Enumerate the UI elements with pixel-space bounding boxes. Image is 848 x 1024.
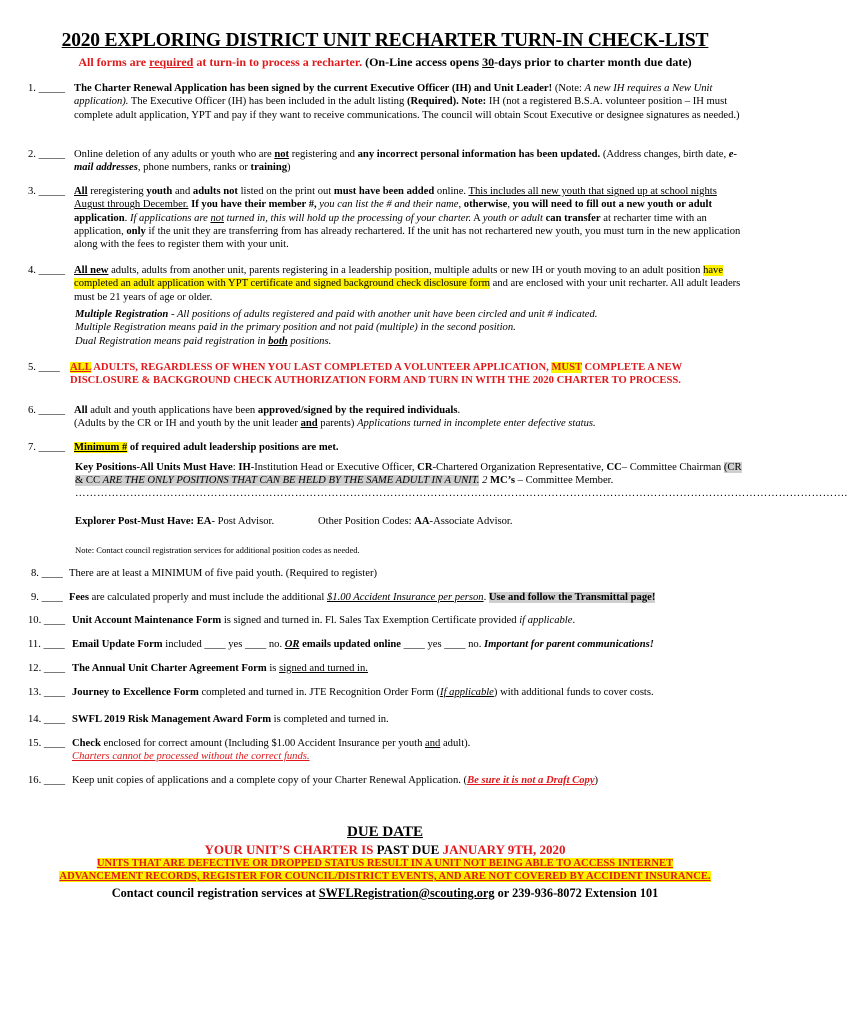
item-text: Check [72, 738, 101, 749]
key-positions [75, 461, 745, 488]
item-text: A new IH requires a New Unit application). [74, 83, 713, 108]
due-date-heading: DUE DATE [347, 824, 423, 840]
registration-notes [75, 308, 745, 348]
checklist-item-15 [28, 737, 744, 764]
note-text: - Post Advisor. [211, 516, 275, 527]
contact-email-link[interactable]: SWFLRegistration@scouting.org [318, 886, 495, 900]
item-text: and [172, 186, 193, 197]
item-text: must have been added [333, 186, 435, 197]
subtitle [0, 55, 770, 70]
item-text: any incorrect personal information has been updated. [357, 149, 601, 160]
item-text: included ____ yes ____ no. [162, 639, 285, 650]
item-text: All [74, 405, 88, 416]
subtitle-days: 30 [482, 55, 495, 69]
item-text: at recharter time with an application, [74, 212, 707, 237]
item-line [74, 417, 744, 430]
item-text: . [124, 212, 130, 224]
item-text: The Executive Officer (IH) has been included in the adult listing [128, 96, 407, 108]
item-number: 1. _____ [28, 83, 66, 94]
note-text: AA [414, 516, 430, 527]
contact-text: or 239-936-8072 Extension 101 [494, 886, 659, 900]
note-text: CC [606, 462, 622, 473]
item-text: is [266, 663, 280, 674]
item-text: can transfer [542, 212, 601, 224]
checklist-item-5 [28, 361, 744, 388]
note-label: Multiple Registration [75, 309, 169, 320]
item-text: . [483, 592, 489, 603]
item-text: e-mail addresses [74, 149, 738, 174]
note-text: MC’s [490, 475, 515, 487]
note-label: Explorer Post-Must Have: EA [75, 516, 212, 527]
item-number: 5. ____ [28, 362, 60, 373]
item-text: listed on the print out [237, 186, 334, 197]
item-number: 15. ____ [28, 738, 66, 749]
item-number: 16. ____ [28, 775, 66, 786]
checklist-item-2 [28, 148, 744, 175]
item-text: adult). [440, 738, 471, 749]
item-text: not [274, 149, 290, 160]
checklist-item-16 [28, 774, 744, 787]
item-text: otherwise [463, 199, 508, 211]
dual-registration-line [75, 335, 745, 348]
item-text: not [210, 212, 225, 224]
checklist-item-4 [28, 264, 744, 304]
item-text: turned in, this will hold up the processing of your charter. [224, 212, 472, 224]
item-text: Journey to Excellence Form [72, 687, 199, 698]
item-text: ) with additional funds to cover costs. [493, 687, 654, 698]
item-text: online. [434, 186, 469, 197]
subtitle-note: (On-Line access opens [362, 55, 483, 69]
other-codes [318, 515, 513, 528]
item-number: 4. _____ [28, 265, 66, 276]
item-text: Keep unit copies of applications and a complete copy of your Charter Renewal Application. ( [72, 775, 468, 786]
item-text: There are at least a MINIMUM of five paid youth. (Required to register) [69, 568, 377, 579]
item-text: of required adult leadership positions are met. [127, 442, 339, 453]
item-text: Important for parent communications! [484, 639, 654, 650]
note-text: IH [238, 462, 251, 473]
note-text: Other Position Codes: [318, 516, 415, 527]
item-line [72, 737, 744, 750]
checklist-item-13 [28, 686, 744, 699]
item-text: completed and turned in. JTE Recognition Order Form ( [198, 687, 441, 698]
highlighted-text: have completed an adult application with YPT certificate and signed background check disclosure form [74, 265, 724, 290]
highlighted-text: Use and follow the Transmittal page! [488, 592, 656, 603]
item-text: (Required). [406, 96, 459, 108]
item-text: is signed and turned in. Fl. Sales Tax Exemption Certificate provided [221, 615, 520, 626]
item-line: Charters cannot be processed without the correct funds. [72, 751, 310, 763]
due-text: YOUR UNIT’S CHARTER IS [204, 842, 377, 857]
item-number: 12. ____ [28, 663, 66, 674]
item-text: adult and youth applications have been [87, 405, 258, 416]
item-text: you can list the # and their name [316, 199, 459, 211]
item-text: not [220, 186, 238, 197]
checklist-item-9 [31, 591, 747, 604]
note-text: Dual Registration means paid registration in [75, 335, 269, 347]
note-text: -Associate Advisor. [429, 516, 513, 527]
highlighted-text: (CR & CC [75, 462, 742, 487]
item-text: you will need to fill out a new youth or adult application [74, 199, 712, 224]
item-text: ) [287, 162, 291, 174]
item-number: 14. ____ [28, 714, 66, 725]
item-text: ADULTS, REGARDLESS OF WHEN YOU LAST COMPLETED A VOLUNTEER APPLICATION, [91, 362, 552, 373]
item-text: $1.00 Accident Insurance per person [326, 592, 484, 603]
item-text: if the unit they are transferring from has already rechartered. If the unit has not rechartered new youth, you must turn in the new application along with the fees to register them with your unit. [74, 225, 741, 251]
note-text: : [232, 462, 239, 473]
warning-line-2 [0, 870, 770, 883]
charter-due-line [0, 842, 770, 858]
note-text: - All positions of adults registered and paid with another unit have been circled and unit # indicated. [168, 309, 598, 320]
note-text: CR [417, 462, 433, 473]
item-text: and [300, 418, 318, 430]
item-text: parents) [317, 418, 358, 430]
checklist-item-6 [28, 404, 744, 431]
checklist-item-10 [28, 614, 744, 627]
item-text: is completed and turned in. [271, 714, 389, 725]
item-text: All [74, 186, 88, 197]
item-text: If applications are [129, 212, 211, 224]
item-text: and are enclosed with your unit recharter. All adult leaders must be 21 years of age or older. [74, 278, 741, 303]
item-text: Unit Account Maintenance Form [72, 615, 222, 626]
highlighted-text: UNITS THAT ARE DEFECTIVE OR DROPPED STATUS RESULT IN A UNIT NOT BEING ABLE TO ACCESS INTERNET [96, 858, 674, 869]
item-text: enclosed for correct amount (Including $1.00 Accident Insurance per youth [100, 738, 426, 749]
page-title: 2020 EXPLORING DISTRICT UNIT RECHARTER TURN-IN CHECK-LIST [61, 30, 709, 51]
warning-block [0, 857, 770, 883]
item-text: reregistering [87, 186, 147, 197]
item-text: (Address changes, birth date, [600, 149, 729, 160]
due-text: JANUARY 9TH, 2020 [439, 842, 566, 857]
checklist-item-1 [28, 82, 744, 122]
checklist-item-14 [28, 713, 744, 726]
note-label: Key Positions-All Units Must Have [75, 462, 233, 473]
item-text: ____ yes ____ no. [401, 639, 484, 650]
item-text: if applicable [519, 615, 573, 626]
note-text: -Chartered Organization Representative, [432, 462, 607, 473]
item-text: . [572, 615, 576, 626]
multiple-registration-line-2: Multiple Registration means paid in the primary position and not paid (multiple) in the second position. [75, 322, 516, 334]
item-number: 3. _____ [28, 186, 66, 197]
item-text: The Charter Renewal Application has been signed by the current Executive Officer (IH) and Unit Leader! [74, 83, 553, 94]
warning-line-1 [0, 857, 770, 870]
item-text: emails updated online [299, 639, 402, 650]
contact-text: Contact council registration services at [111, 886, 319, 900]
item-text: registering and [289, 149, 358, 160]
item-text: adults, adults from another unit, parents registering in a leadership position, multiple adults or new IH or youth moving to an adult position [108, 265, 704, 276]
checklist-item-8 [31, 567, 747, 580]
item-text: All new [74, 265, 109, 276]
item-text: Be sure it is not a Draft Copy [467, 775, 595, 786]
item-text: Applications turned in incomplete enter defective status. [357, 418, 596, 430]
item-text: , [458, 199, 464, 211]
item-text: (Note: [552, 83, 585, 94]
item-text: signed and turned in. [279, 663, 368, 674]
item-number: 8. ____ [31, 568, 63, 579]
item-text: Email Update Form [72, 639, 163, 650]
item-text: This includes all new youth that signed up at school nights August through December. [74, 186, 717, 211]
subtitle-note: -days prior to charter month due date) [494, 55, 692, 69]
item-number: 6. _____ [28, 405, 66, 416]
item-text: Note: [458, 96, 487, 108]
item-text: approved/signed by the required individuals [257, 405, 458, 416]
highlighted-text: ARE THE ONLY POSITIONS THAT CAN BE HELD BY THE SAME ADULT IN A UNIT. [102, 475, 480, 487]
item-text: are calculated properly and must include the additional [89, 592, 327, 603]
item-line [74, 404, 744, 417]
due-text: PAST DUE [376, 842, 440, 857]
item-text: youth [146, 186, 173, 197]
item-number: 11. ____ [28, 639, 65, 650]
item-number: 10. ____ [28, 615, 66, 626]
item-text: A [471, 212, 483, 224]
item-number: 2. _____ [28, 149, 66, 160]
item-text: OR [284, 639, 300, 650]
highlighted-text: ALL [70, 362, 92, 373]
note-text: – Committee Member. [514, 475, 614, 487]
item-text: IH (not a registered B.S.A. volunteer position – IH must complete adult application, YPT and pay if they want to receive communications. The council will obtain Scout Executive or designee signatures as needed.) [74, 96, 740, 121]
item-text: training [250, 162, 288, 174]
highlighted-text: ADVANCEMENT RECORDS, REGISTER FOR COUNCIL/DISTRICT EVENTS, AND ARE NOT COVERED BY ACCIDENT INSURANCE. [59, 871, 711, 882]
position-codes-note: Note: Contact council registration services for additional position codes as needed. [75, 545, 360, 555]
explorer-post-line [75, 515, 745, 528]
item-text: youth or adult [482, 212, 543, 224]
contact-line [0, 886, 770, 901]
item-text: SWFL 2019 Risk Management Award Form [72, 714, 272, 725]
checklist-item-12 [28, 662, 744, 675]
item-number: 7. _____ [28, 442, 66, 453]
item-number: 9. ____ [31, 592, 63, 603]
highlighted-text: MUST [551, 362, 582, 373]
checklist-item-3 [28, 185, 744, 251]
item-text: (Adults by the CR or IH and youth by the unit leader [74, 418, 301, 430]
item-text: only [126, 225, 146, 237]
item-text: . [457, 405, 461, 416]
note-text: positions. [287, 335, 332, 347]
item-text: , [507, 199, 513, 211]
subtitle-required: required [149, 55, 194, 69]
checklist-item-11 [28, 638, 744, 651]
note-text: – Committee Chairman [621, 462, 724, 473]
item-text: and [425, 738, 441, 749]
subtitle-part: All forms are [78, 55, 150, 69]
dotted-separator: …………………………………………………………………………………………………………………………………………………………………………………………. [75, 488, 848, 499]
item-text: Fees [69, 592, 89, 603]
item-text: The Annual Unit Charter Agreement Form [72, 663, 267, 674]
item-text: COMPLETE A NEW DISCLOSURE & BACKGROUND CHECK AUTHORIZATION FORM AND TURN IN WITH THE 2020 CHARTER TO PROCESS. [70, 362, 683, 387]
item-text: If applicable [440, 687, 494, 698]
item-text: adults [192, 186, 221, 197]
note-text: both [268, 335, 288, 347]
item-text: , phone numbers, ranks or [137, 162, 251, 174]
subtitle-part: at turn-in to process a recharter. [193, 55, 363, 69]
note-text: 2 [479, 475, 491, 487]
item-text: Online deletion of any adults or youth who are [74, 149, 275, 160]
multiple-registration-line [75, 308, 745, 321]
item-text: ) [594, 775, 599, 786]
note-text: -Institution Head or Executive Officer, [250, 462, 418, 473]
checklist-item-7 [28, 441, 744, 454]
highlighted-text: Minimum # [74, 442, 128, 453]
item-number: 13. ____ [28, 687, 66, 698]
item-text: If you have their member #, [188, 199, 317, 211]
